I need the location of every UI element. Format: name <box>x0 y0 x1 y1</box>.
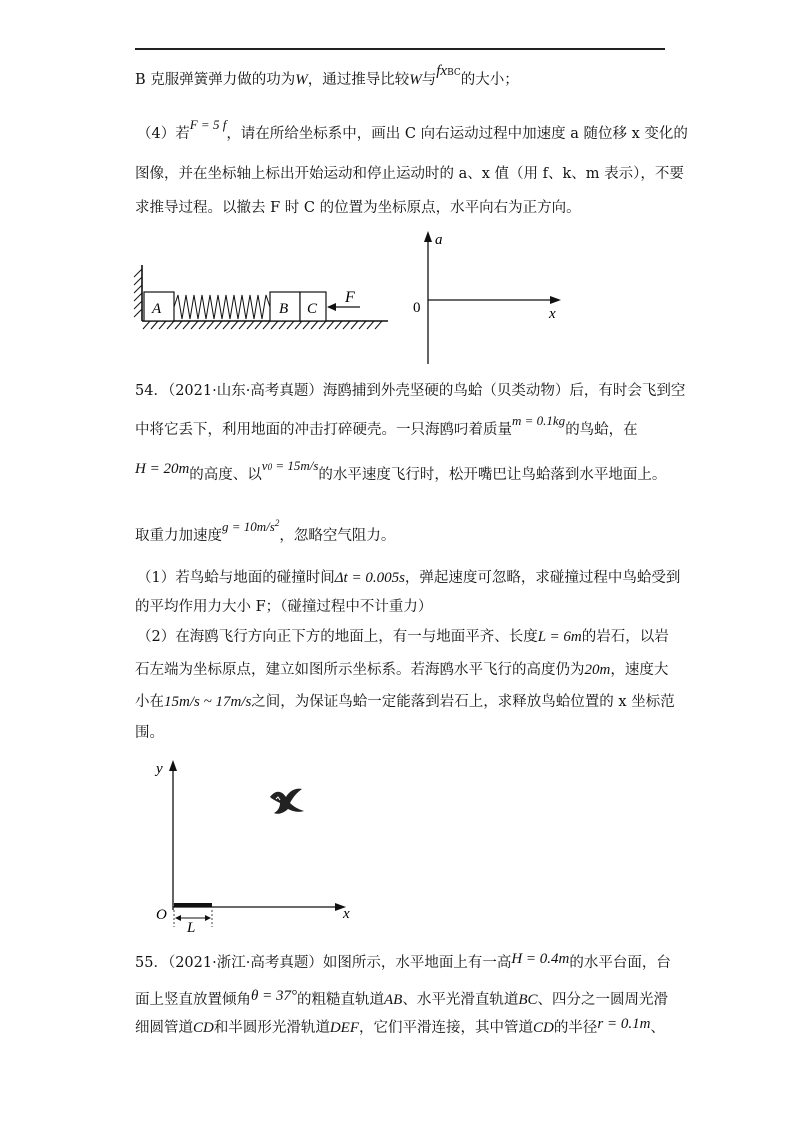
q55-line2: 面上竖直放置倾角θ = 37°的粗糙直轨道AB、水平光滑直轨道BC、四分之一圆周光滑 <box>135 988 668 1008</box>
spring-block-figure <box>130 255 400 335</box>
q55-line1: 55．（2021·浙江·高考真题）如图所示，水平地面上有一高H = 0.4m的水平台面，台 <box>135 951 671 971</box>
y-axis-label: y <box>156 761 163 777</box>
seagull-icon <box>270 789 304 814</box>
a-x-axes-figure <box>405 228 575 368</box>
a-axis-label: a <box>435 232 443 248</box>
q54-part1-cont: 的平均作用力大小 F；（碰撞过程中不计重力） <box>135 599 433 615</box>
rock-length-label: L <box>187 920 196 935</box>
q54-part2: （2）在海鸥飞行方向正下方的地面上，有一与地面平齐、长度L = 6m的岩石，以岩 <box>137 629 669 645</box>
q54-part2-cont1: 石左端为坐标原点，建立如图所示坐标系。若海鸥水平飞行的高度仍为20m，速度大 <box>135 662 669 678</box>
q55-line3: 细圆管道CD和半圆形光滑轨道DEF，它们平滑连接，其中管道CD的半径r = 0.1m、 <box>135 1016 665 1036</box>
q54-part1: （1）若鸟蛤与地面的碰撞时间Δt = 0.005s，弹起速度可忽略，求碰撞过程中鸟蛤受到 <box>137 570 681 586</box>
q54-line1: 54．（2021·山东·高考真题）海鸥捕到外壳坚硬的鸟蛤（贝类动物）后，有时会飞到空 <box>135 383 686 399</box>
block-b-label: B <box>279 301 289 317</box>
q53-part4: （4）若F = 5 f，请在所给坐标系中，画出 C 向右运动过程中加速度 a 随位移 x 变化的 <box>137 117 688 142</box>
x-axis-label: x <box>549 306 556 322</box>
q54-line4: 取重力加速度$g = 10m/s^2$，忽略空气阻力。 <box>135 518 396 544</box>
q53-line4: 求推导过程。以撤去 F 时 C 的位置为坐标原点，水平向右为正方向。 <box>135 200 581 216</box>
block-c-label: C <box>307 301 318 317</box>
force-label: F <box>345 289 355 306</box>
seagull-coordinate-figure <box>140 755 370 935</box>
q53-line1: B 克服弹簧弹力做的功为W，通过推导比较W与fxBC的大小； <box>135 63 519 88</box>
origin-label: 0 <box>413 300 421 316</box>
origin-o-label: O <box>156 907 167 923</box>
q54-part2-cont3: 围。 <box>135 725 164 741</box>
q54-line2: 中将它丢下，利用地面的冲击打碎硬壳。一只海鸥叼着质量m = 0.1kg的鸟蛤，在 <box>135 413 638 438</box>
x-axis-label-2: x <box>343 906 350 922</box>
q53-line3: 图像，并在坐标轴上标出开始运动和停止运动时的 a、x 值（用 f、k、m 表示），不要 <box>135 166 684 182</box>
q54-line3: H = 20m的高度、以v0 = 15m/s的水平速度飞行时，松开嘴巴让鸟蛤落到水平地面上。 <box>135 458 667 483</box>
block-a-label: A <box>152 301 162 317</box>
q54-part2-cont2: 小在15m/s ~ 17m/s之间，为保证鸟蛤一定能落到岩石上，求释放鸟蛤位置的 x 坐标范 <box>135 694 675 710</box>
header-rule <box>135 48 665 50</box>
